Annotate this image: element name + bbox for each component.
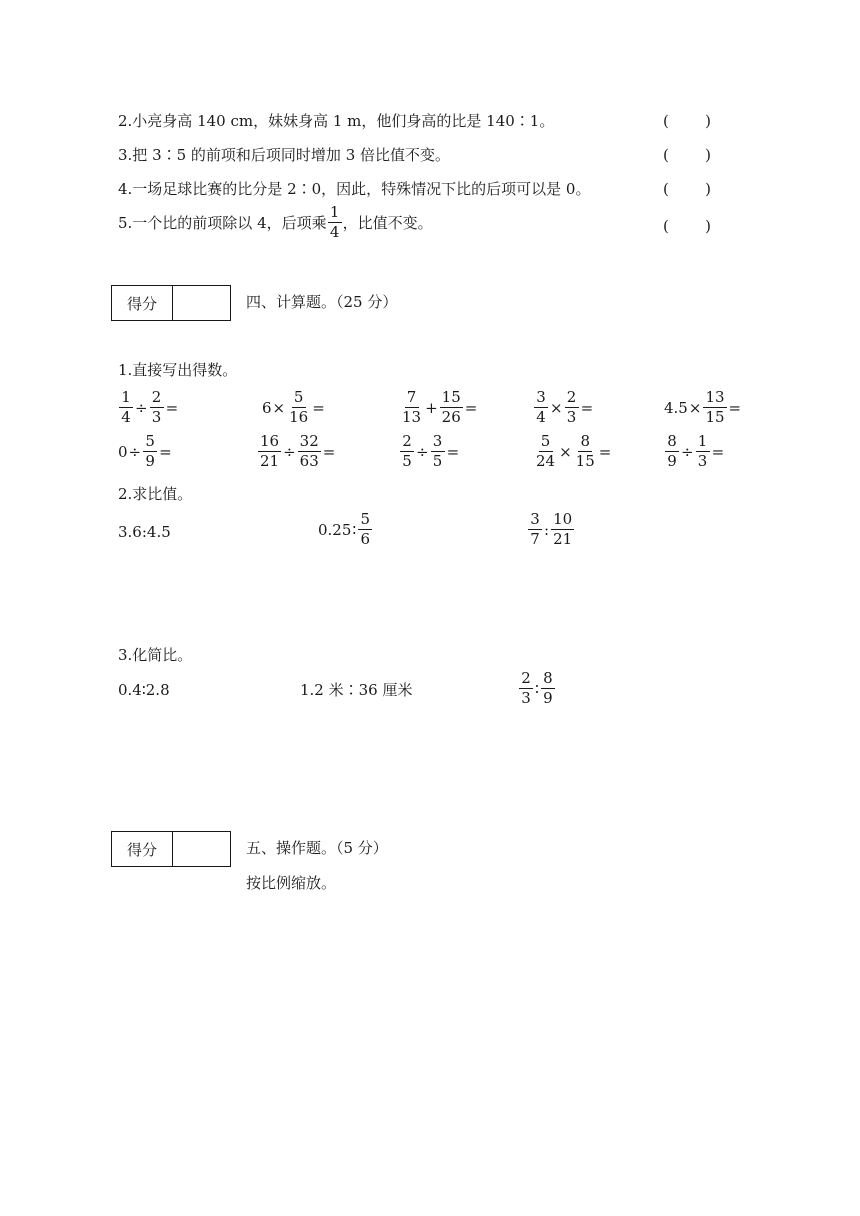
- ratio-value-1: 3.6:4.5: [118, 523, 171, 541]
- answer-paren-2[interactable]: ( ): [663, 112, 711, 130]
- section5-subtitle: 按比例缩放。: [246, 874, 337, 892]
- section4-title: 四、计算题。（25 分）: [246, 293, 398, 311]
- calc-1-4: $\frac{3}{4}$ × $\frac{2}{3}$ =: [533, 390, 594, 425]
- simplify-1: 0.4∶2.8: [118, 681, 170, 699]
- calc-2-3: $\frac{2}{5}$ ÷ $\frac{3}{5}$ =: [399, 434, 460, 469]
- judge-item-3: 3.把 3∶5 的前项和后项同时增加 3 倍比值不变。: [118, 146, 451, 164]
- score-label: 得分: [112, 832, 173, 866]
- answer-paren-3[interactable]: ( ): [663, 146, 711, 164]
- answer-paren-4[interactable]: ( ): [663, 180, 711, 198]
- ratio-value-2: 0.25 ∶ $\frac{5}{6}$: [318, 512, 373, 547]
- score-label: 得分: [112, 286, 173, 320]
- judge-item-4: 4.一场足球比赛的比分是 2∶0，因此，特殊情况下比的后项可以是 0。: [118, 180, 591, 198]
- score-box-section5: [111, 831, 231, 867]
- judge-item-2: 2.小亮身高 140 cm，妹妹身高 1 m，他们身高的比是 140∶1。: [118, 112, 555, 130]
- calc-2-1: 0 ÷ $\frac{5}{9}$ =: [118, 432, 172, 470]
- judge-item-5: 5.一个比的前项除以 4，后项乘 $\frac{1}{4}$ ，比值不变。: [118, 203, 433, 241]
- score-blank[interactable]: [173, 286, 230, 320]
- q2-title: 2.求比值。: [118, 485, 193, 503]
- answer-paren-5[interactable]: ( ): [663, 217, 711, 235]
- score-blank[interactable]: [173, 832, 230, 866]
- simplify-2: 1.2 米∶36 厘米: [300, 681, 413, 699]
- section5-title: 五、操作题。（5 分）: [246, 839, 388, 857]
- calc-1-2: 6 × $\frac{5}{16}$ =: [262, 388, 325, 426]
- fraction: $\frac{1}{4}$: [328, 205, 342, 240]
- calc-2-5: $\frac{8}{9}$ ÷ $\frac{1}{3}$ =: [664, 434, 725, 469]
- ratio-value-3: $\frac{3}{7}$ : $\frac{10}{21}$: [527, 512, 575, 547]
- q1-title: 1.直接写出得数。: [118, 361, 238, 379]
- q3-title: 3.化简比。: [118, 646, 193, 664]
- score-box-section4: [111, 285, 231, 321]
- calc-1-3: $\frac{7}{13}$ + $\frac{15}{26}$ =: [402, 388, 478, 426]
- calc-2-4: $\frac{5}{24}$ × $\frac{8}{15}$ =: [536, 432, 612, 470]
- calc-1-5: 4.5 × $\frac{13}{15}$ =: [664, 388, 742, 426]
- calc-1-1: $\frac{1}{4}$ ÷ $\frac{2}{3}$ =: [118, 390, 179, 425]
- calc-2-2: $\frac{16}{21}$ ÷ $\frac{32}{63}$ =: [260, 432, 336, 470]
- simplify-3: $\frac{2}{3}$ ∶ $\frac{8}{9}$: [518, 671, 556, 706]
